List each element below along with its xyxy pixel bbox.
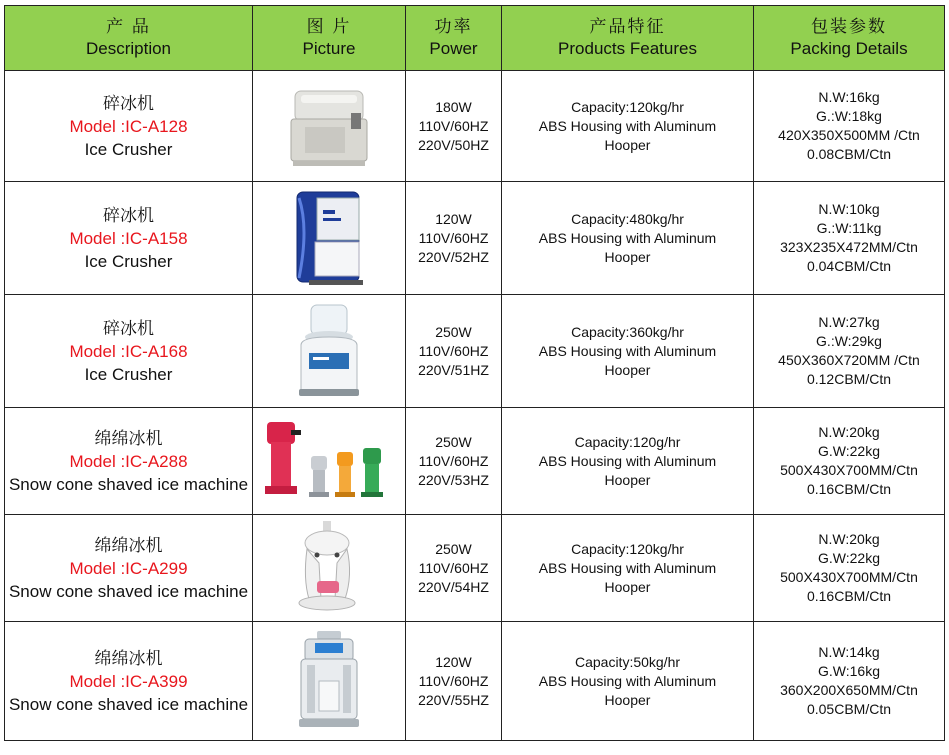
packing-cell [754,295,945,408]
power-voltage-1: 110V/60HZ [418,672,489,689]
packing-cell [754,71,945,182]
product-name-zh: 碎冰机 [103,318,154,338]
packing-volume: 0.08CBM/Ctn [806,146,892,162]
power-voltage-1: 110V/60HZ [418,117,489,134]
packing-net-weight: N.W:20kg [818,424,880,440]
picture-cell [253,515,406,622]
feature-capacity: Capacity:360kg/hr [571,323,684,340]
packing-gross-weight: G.W:16kg [818,663,880,679]
product-model: Model :IC-A158 [69,228,188,248]
product-spec-table [4,5,945,741]
ice-crusher-round-icon [291,301,367,401]
power-cell [406,295,502,408]
feature-housing: ABS Housing with Aluminum [538,229,717,246]
packing-net-weight: N.W:10kg [818,201,880,217]
header-row [5,6,945,71]
packing-dimensions: 360X200X650MM/Ctn [780,682,918,698]
shaved-ice-machine-silver-icon [291,629,367,733]
header-picture-en: Picture [302,39,356,58]
picture-cell [253,408,406,515]
product-model: Model :IC-A128 [69,116,188,136]
features-cell [502,408,754,515]
table-row [5,408,945,515]
feature-hopper: Hooper [604,471,651,488]
feature-capacity: Capacity:120kg/hr [571,540,684,557]
header-picture-zh: 图 片 [306,17,352,36]
packing-volume: 0.12CBM/Ctn [806,371,892,387]
feature-housing: ABS Housing with Aluminum [538,559,717,576]
header-power-en: Power [429,39,478,58]
description-cell [5,408,253,515]
table-row [5,71,945,182]
power-voltage-2: 220V/52HZ [418,248,489,265]
packing-volume: 0.05CBM/Ctn [806,701,892,717]
packing-net-weight: N.W:16kg [818,89,880,105]
header-picture [253,6,406,71]
power-watt: 250W [435,323,472,340]
table-row [5,622,945,741]
features-cell [502,515,754,622]
power-voltage-1: 110V/60HZ [418,229,489,246]
header-packing-en: Packing Details [790,39,908,58]
description-cell [5,182,253,295]
table-row [5,515,945,622]
picture-cell [253,622,406,741]
power-watt: 250W [435,540,472,557]
feature-housing: ABS Housing with Aluminum [538,672,717,689]
power-cell [406,71,502,182]
feature-capacity: Capacity:50kg/hr [574,653,681,670]
packing-gross-weight: G.W:22kg [818,550,880,566]
packing-dimensions: 500X430X700MM/Ctn [780,569,918,585]
packing-dimensions: 323X235X472MM/Ctn [780,239,918,255]
header-features [502,6,754,71]
feature-capacity: Capacity:120g/hr [574,433,681,450]
power-voltage-1: 110V/60HZ [418,452,489,469]
product-name-en: Ice Crusher [84,139,173,159]
packing-gross-weight: G.:W:29kg [816,333,882,349]
header-description-zh: 产 品 [106,17,151,36]
product-name-zh: 碎冰机 [103,205,154,225]
packing-gross-weight: G.:W:18kg [816,108,882,124]
header-description [5,6,253,71]
picture-cell [253,71,406,182]
features-cell [502,295,754,408]
feature-housing: ABS Housing with Aluminum [538,452,717,469]
packing-gross-weight: G.:W:11kg [816,220,882,236]
packing-net-weight: N.W:20kg [818,531,880,547]
shaved-ice-machine-white-icon [291,519,367,617]
packing-volume: 0.16CBM/Ctn [806,481,892,497]
feature-housing: ABS Housing with Aluminum [538,117,717,134]
picture-cell [253,182,406,295]
header-features-en: Products Features [558,39,697,58]
power-cell [406,515,502,622]
features-cell [502,71,754,182]
product-name-zh: 碎冰机 [103,93,154,113]
power-voltage-2: 220V/54HZ [418,578,489,595]
product-model: Model :IC-A399 [69,671,188,691]
product-name-en: Snow cone shaved ice machine [8,474,249,494]
packing-cell [754,182,945,295]
power-cell [406,622,502,741]
features-cell [502,182,754,295]
product-name-en: Snow cone shaved ice machine [8,694,249,714]
header-description-en: Description [85,39,172,58]
header-features-zh: 产品特征 [589,17,666,36]
feature-hopper: Hooper [604,691,651,708]
description-cell [5,515,253,622]
packing-volume: 0.16CBM/Ctn [806,588,892,604]
power-voltage-1: 110V/60HZ [418,342,489,359]
power-watt: 250W [435,433,472,450]
table-row [5,295,945,408]
feature-capacity: Capacity:480kg/hr [571,210,684,227]
packing-net-weight: N.W:14kg [818,644,880,660]
ice-crusher-white-icon [281,83,377,169]
feature-housing: ABS Housing with Aluminum [538,342,717,359]
feature-capacity: Capacity:120kg/hr [571,98,684,115]
packing-gross-weight: G.W:22kg [818,443,880,459]
picture-cell [253,295,406,408]
packing-cell [754,515,945,622]
product-name-zh: 绵绵冰机 [94,535,163,555]
feature-hopper: Hooper [604,136,651,153]
power-voltage-2: 220V/53HZ [418,471,489,488]
power-voltage-2: 220V/55HZ [418,691,489,708]
description-cell [5,622,253,741]
header-power-zh: 功率 [434,17,473,36]
product-model: Model :IC-A168 [69,341,188,361]
packing-dimensions: 420X350X500MM /Ctn [778,127,920,143]
description-cell [5,295,253,408]
power-watt: 120W [435,210,472,227]
product-model: Model :IC-A299 [69,558,188,578]
shaved-ice-machines-colors-icon [261,416,397,506]
power-cell [406,408,502,515]
feature-hopper: Hooper [604,578,651,595]
product-name-en: Ice Crusher [84,364,173,384]
product-name-zh: 绵绵冰机 [94,648,163,668]
power-voltage-1: 110V/60HZ [418,559,489,576]
packing-net-weight: N.W:27kg [818,314,880,330]
header-packing [754,6,945,71]
table-row [5,182,945,295]
packing-dimensions: 500X430X700MM/Ctn [780,462,918,478]
product-model: Model :IC-A288 [69,451,188,471]
power-watt: 180W [435,98,472,115]
product-name-en: Snow cone shaved ice machine [8,581,249,601]
header-packing-zh: 包装参数 [811,17,887,36]
power-watt: 120W [435,653,472,670]
features-cell [502,622,754,741]
power-voltage-2: 220V/51HZ [418,361,489,378]
product-name-en: Ice Crusher [84,251,173,271]
feature-hopper: Hooper [604,361,651,378]
packing-cell [754,622,945,741]
packing-cell [754,408,945,515]
header-power [406,6,502,71]
power-voltage-2: 220V/50HZ [418,136,489,153]
packing-volume: 0.04CBM/Ctn [806,258,892,274]
packing-dimensions: 450X360X720MM /Ctn [778,352,920,368]
description-cell [5,71,253,182]
product-name-zh: 绵绵冰机 [94,428,163,448]
feature-hopper: Hooper [604,248,651,265]
power-cell [406,182,502,295]
ice-crusher-blue-icon [287,188,371,288]
